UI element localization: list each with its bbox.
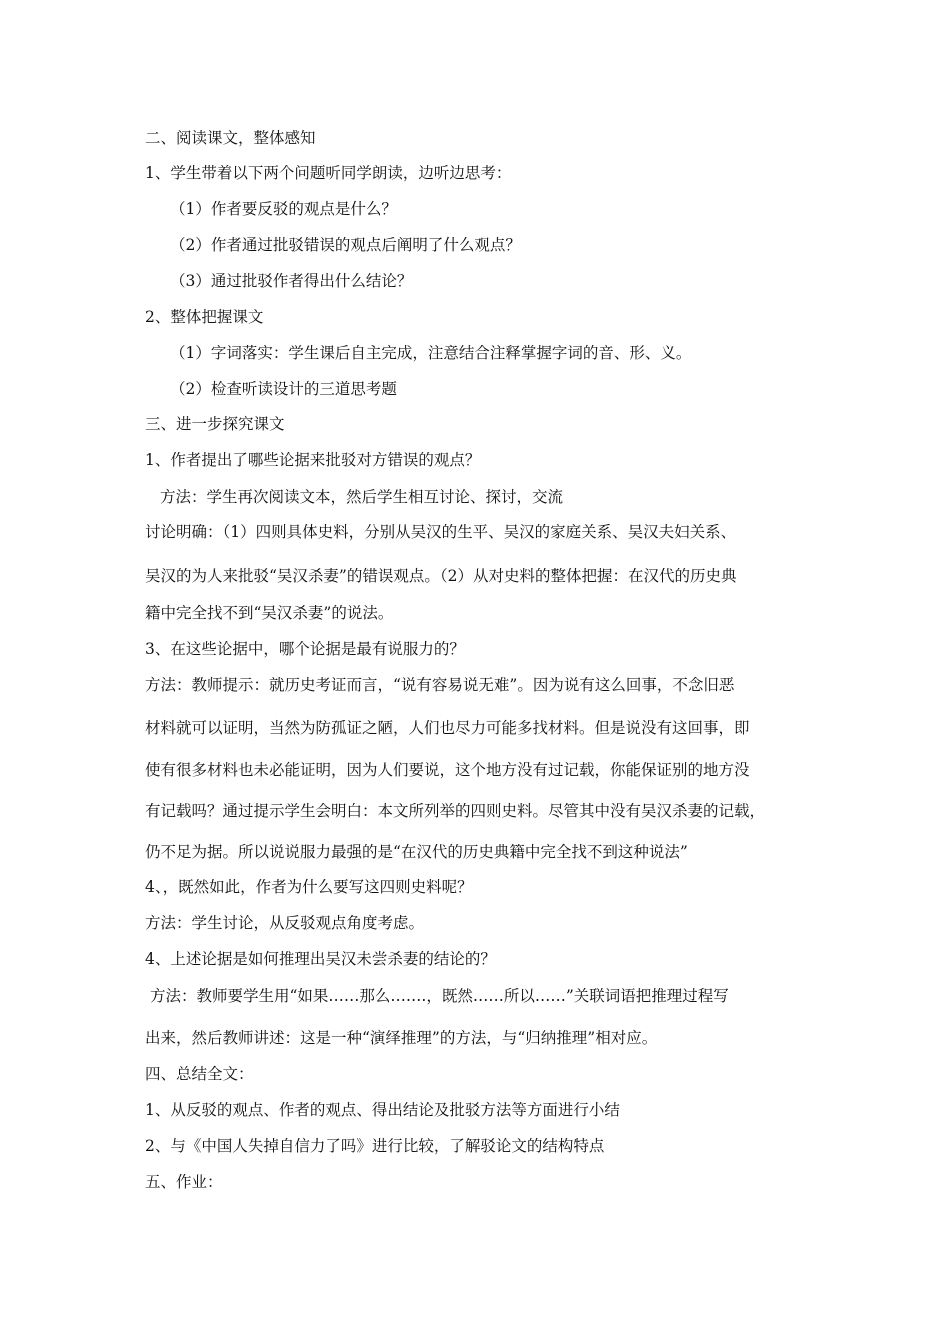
sub-item: （2）检查听读设计的三道思考题	[170, 380, 397, 398]
section-heading: 二、阅读课文，整体感知	[145, 129, 316, 147]
question-item: 1、学生带着以下两个问题听同学朗读，边听边思考：	[145, 164, 512, 182]
paragraph-line: 材料就可以证明，当然为防孤证之陋，人们也尽力可能多找材料。但是说没有这回事，即	[145, 719, 750, 737]
sub-item: （1）字词落实：学生课后自主完成，注意结合注释掌握字词的音、形、义。	[170, 344, 692, 362]
paragraph-line: 出来，然后教师讲述：这是一种“演绎推理”的方法，与“归纳推理”相对应。	[145, 1029, 658, 1047]
paragraph-line: 使有很多材料也未必能证明，因为人们要说，这个地方没有过记载，你能保证别的地方没	[145, 761, 750, 779]
method-text: 方法：学生再次阅读文本，然后学生相互讨论、探讨，交流	[160, 488, 564, 506]
question-item: 4、上述论据是如何推理出吴汉未尝杀妻的结论的？	[145, 950, 496, 968]
method-text: 方法：学生讨论，从反驳观点角度考虑。	[145, 914, 425, 932]
paragraph-line: 方法：教师要学生用“如果……那么…….，既然……所以……”关联词语把推理过程写	[150, 987, 729, 1005]
question-item: 2、整体把握课文	[145, 308, 264, 326]
section-heading: 四、总结全文：	[145, 1065, 254, 1083]
paragraph-line: 方法：教师提示：就历史考证而言，“说有容易说无难”。因为说有这么回事，不念旧恶	[145, 676, 735, 694]
summary-item: 1、从反驳的观点、作者的观点、得出结论及批驳方法等方面进行小结	[145, 1101, 620, 1119]
sub-question: （3）通过批驳作者得出什么结论？	[170, 272, 413, 290]
paragraph-line: 仍不足为据。所以说说服力最强的是“在汉代的历史典籍中完全找不到这种说法”	[145, 843, 688, 861]
paragraph-line: 讨论明确：（1）四则具体史料，分别从吴汉的生平、吴汉的家庭关系、吴汉夫妇关系、	[145, 523, 737, 541]
paragraph-line: 籍中完全找不到“吴汉杀妻”的说法。	[145, 604, 394, 622]
section-heading: 三、进一步探究课文	[145, 415, 285, 433]
sub-question: （1）作者要反驳的观点是什么？	[170, 200, 397, 218]
question-item: 4、，既然如此，作者为什么要写这四则史料呢？	[145, 878, 473, 896]
question-item: 1、作者提出了哪些论据来批驳对方错误的观点？	[145, 451, 481, 469]
section-heading: 五、作业：	[145, 1173, 223, 1191]
paragraph-line: 有记载吗？通过提示学生会明白：本文所列举的四则史料。尽管其中没有吴汉杀妻的记载，	[145, 802, 766, 820]
sub-question: （2）作者通过批驳错误的观点后阐明了什么观点？	[170, 236, 521, 254]
summary-item: 2、与《中国人失掉自信力了吗》进行比较，了解驳论文的结构特点	[145, 1137, 605, 1155]
question-item: 3、在这些论据中，哪个论据是最有说服力的？	[145, 640, 465, 658]
paragraph-line: 吴汉的为人来批驳“吴汉杀妻”的错误观点。（2）从对史料的整体把握：在汉代的历史典	[145, 567, 737, 585]
